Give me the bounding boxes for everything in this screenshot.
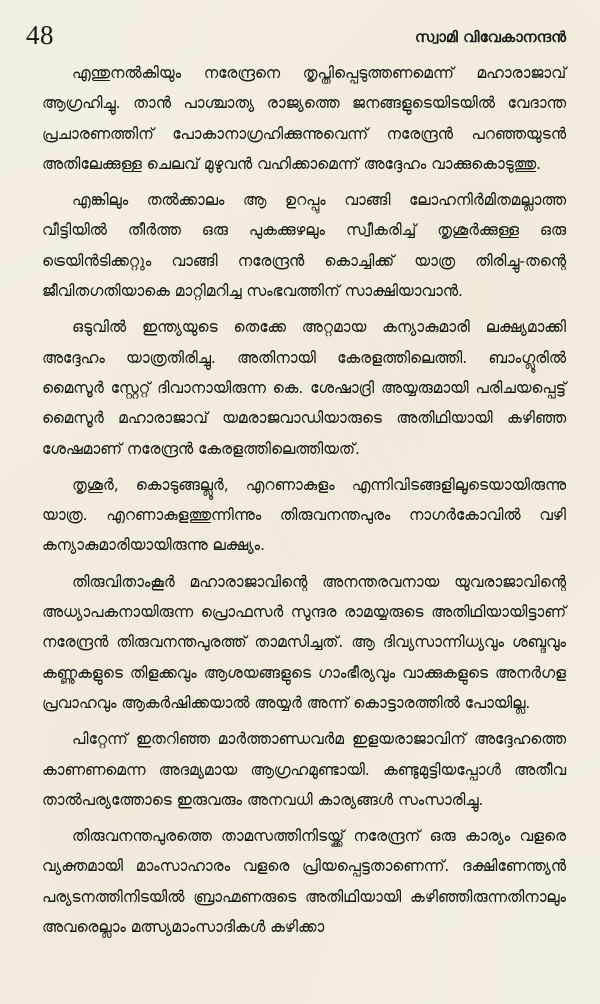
body-text bbox=[42, 58, 566, 942]
page-header bbox=[26, 16, 566, 56]
paragraph: പിറ്റേന്ന് ഇതറിഞ്ഞ മാർത്താണ്ഡവർമ ഇളയരാജാവിന് അദ്ദേഹത്തെ കാണണമെന്ന അദമ്യമായ ആഗ്രഹമുണ്ടായി. കണ്ടുമുട്ടിയപ്പോൾ അതീവ താൽപര്യത്തോടെ ഇരുവരും അനവധി കാര്യങ്ങൾ സംസാരിച്ചു. bbox=[42, 730, 566, 809]
paragraph: ഒടുവിൽ ഇന്ത്യയുടെ തെക്കേ അറ്റമായ കന്യാകുമാരി ലക്ഷ്യമാക്കി അദ്ദേഹം യാത്രതിരിച്ചു. അതിനായി കേരളത്തിലെത്തി. ബാംഗ്ലൂരിൽ മൈസൂർ സ്റ്റേറ്റ് ദിവാനായിരുന്ന കെ. ശേഷാദ്രി അയ്യരുമായി പരിചയപ്പെട്ട് മൈസൂർ മഹാരാജാവ് യമരാജവാഡിയാരുടെ അതിഥിയായി കഴിഞ്ഞ ശേഷമാണ് നരേന്ദ്രൻ കേരളത്തിലെത്തിയത്. bbox=[42, 318, 566, 458]
paragraph: തിരുവിതാംകൂർ മഹാരാജാവിന്റെ അനന്തരവനായ യുവരാജാവിന്റെ അധ്യാപകനായിരുന്ന പ്രൊഫസർ സുന്ദര രാമയ്യരുടെ അതിഥിയായിട്ടാണ് നരേന്ദ്രൻ തിരുവനന്തപുരത്ത് താമസിച്ചത്. ആ ദിവ്യസാന്നിധ്യവും ശബ്ദവും കണ്ണുകളുടെ തിളക്കവും ആശയങ്ങളുടെ ഗാംഭീര്യവും വാക്കുകളുടെ അനർഗള പ്രവാഹവും ആകർഷിക്കയാൽ അയ്യർ അന്ന് കൊട്ടാരത്തിൽ പോയില്ല. bbox=[42, 572, 566, 712]
paragraph: തിരുവനന്തപുരത്തെ താമസത്തിനിടയ്ക്ക് നരേന്ദ്രന് ഒരു കാര്യം വളരെ വ്യക്തമായി മാംസാഹാരം വളരെ പ്രിയപ്പെട്ടതാണെന്ന്. ദക്ഷിണേന്ത്യൻ പര്യടനത്തിനിടയിൽ ബ്രാഹ്മണരുടെ അതിഥിയായി കഴിഞ്ഞിരുന്നതിനാലും അവരെല്ലാം മത്സ്യമാംസാദികൾ കഴിക്കാ bbox=[42, 827, 566, 937]
paragraph: തൃശൂർ, കൊടുങ്ങല്ലൂർ, എറണാകുളം എന്നിവിടങ്ങളിലൂടെയായിരുന്നു യാത്ര. എറണാകുളത്തുന്നിന്നും തിരുവനന്തപുരം നാഗർകോവിൽ വഴി കന്യാകുമാരിയായിരുന്നു ലക്ഷ്യം. bbox=[42, 475, 566, 555]
page-number: 48 bbox=[26, 20, 54, 50]
paragraph: എങ്കിലും തൽക്കാലം ആ ഉറപ്പും വാങ്ങി ലോഹനിർമിതമല്ലാത്ത വീട്ടിയിൽ തീർത്ത ഒരു പുകക്കുഴലും സ്വീകരിച്ച് തൃശൂർക്കുള്ള ഒരു ട്രെയിൻടിക്കറ്റും വാങ്ങി നരേന്ദ്രൻ കൊച്ചിക്ക് യാത്ര തിരിച്ചു-തന്റെ ജീവിതഗതിയാകെ മാറ്റിമറിച്ച സംഭവത്തിന് സാക്ഷിയാവാൻ. bbox=[42, 191, 566, 301]
paragraph: എന്തുനൽകിയും നരേന്ദ്രനെ തൃപ്തിപ്പെടുത്തണമെന്ന് മഹാരാജാവ് ആഗ്രഹിച്ചു. താൻ പാശ്ചാത്യ രാജ്യത്തെ ജനങ്ങളുടെയിടയിൽ വേദാന്ത പ്രചാരണത്തിന് പോകാനാഗ്രഹിക്കുന്നുവെന്ന് നരേന്ദ്രൻ പറഞ്ഞയുടൻ അതിലേക്കുള്ള ചെലവ് മുഴുവൻ വഹിക്കാമെന്ന് അദ്ദേഹം വാക്കുകൊടുത്തു. bbox=[42, 64, 566, 173]
running-title: സ്വാമി വിവേകാനന്ദൻ bbox=[415, 28, 566, 46]
